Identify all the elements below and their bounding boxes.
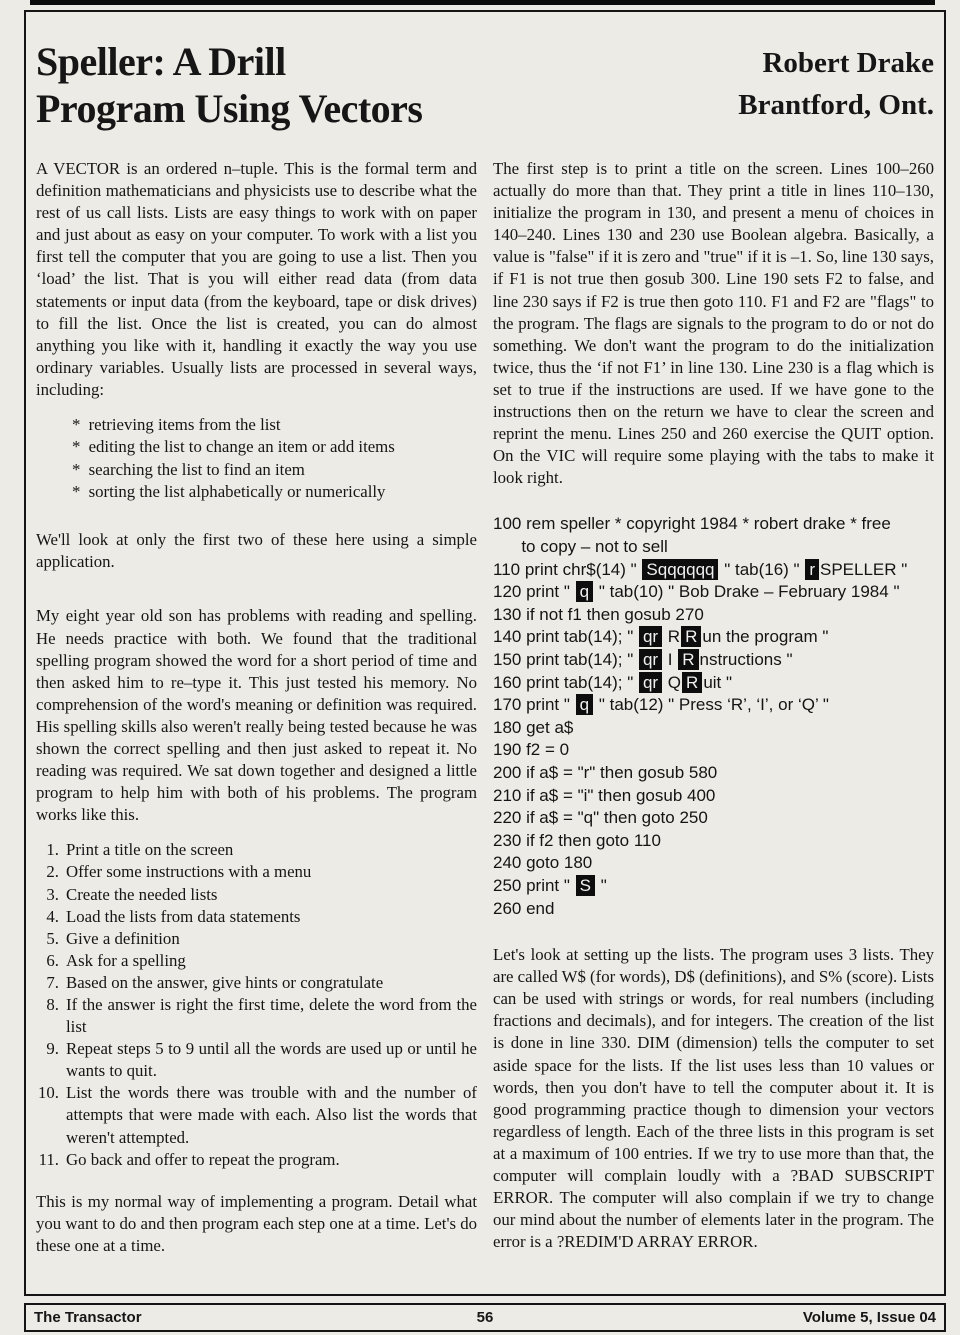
code-line [493,785,934,808]
code-line [493,626,934,649]
paragraph-lists-setup: Let's look at setting up the lists. The program uses 3 lists. They are called W$ (for words), D$ (definitions), and S% (score). Lists can be used with strings or words, for real numbers (including fractions and decimals), and for integers. The creation of the list is done in line 330. DIM (dimension) tells the computer to set aside space for the lists. If the list uses less than 10 values or words, then you don't have to tell the computer about it. It is good programming practice though to dimension your vectors regardless of length. Each of the three lists in this program is set at a maximum of 100 entries. If we try to use more than that, the computer will complain loudly with a ?BAD SUBSCRIPT ERROR. The computer will also complain if we try to change our mind about the number of elements later in the program. The error is a ?REDIM'D ARRAY ERROR. [493,945,934,1252]
code-text: 130 if not f1 then gosub 270 [493,604,704,624]
code-text: R [663,627,681,647]
code-text: un the program " [702,627,829,647]
inverse-video-chars: R [681,626,701,647]
two-column-body [36,158,934,1257]
step-text: Give a definition [66,928,180,948]
paragraph-son-story: My eight year old son has problems with reading and spelling. He needs practice with both. We found that the traditional spelling program showed the word for a short period of time and then asked him to re–type it. This just tested his memory. No comprehension of the word's meaning or definition was required. His spelling skills also weren't really being tested because he was shown the correct spelling and then just asked to repeat it. No reading was required. We sat down together and designed a little program to help him with both of his problems. The program works like this. [36,606,477,825]
author-location: Brantford, Ont. [738,89,934,121]
code-text: 240 goto 180 [493,853,593,873]
step-text: Create the needed lists [66,884,218,904]
code-text: nstructions " [699,649,793,669]
step-text: Offer some instructions with a menu [66,862,312,882]
code-text: 160 print tab(14); " [493,672,638,692]
footer-bar [24,1303,946,1332]
step-number: 4. [46,906,59,926]
code-text: 100 rem speller * copyright 1984 * robert drake * free [493,514,891,534]
left-column [36,158,477,1257]
code-text: 180 get a$ [493,717,574,737]
inverse-video-chars: q [576,694,593,715]
code-text: " [595,875,607,895]
article-header [36,38,934,132]
step-number: 11. [38,1149,59,1169]
step-item [36,839,477,861]
step-item [36,1082,477,1148]
code-text: SPELLER " [819,559,908,579]
step-item [36,972,477,994]
right-column [493,158,934,1257]
code-text: uit " [703,672,733,692]
step-item [36,928,477,950]
code-text: 250 print " [493,875,575,895]
code-text: " tab(12) " Press ‘R’, ‘I’, or ‘Q’ " [594,695,829,715]
footer-page-number: 56 [476,1309,494,1326]
code-line [493,852,934,875]
step-text: Repeat steps 5 to 9 until all the words are used up or until he wants to quit. [66,1039,477,1081]
code-text: " tab(10) " Bob Drake – February 1984 " [594,582,900,602]
step-text: Based on the answer, give hints or congratulate [66,972,384,992]
step-item [36,994,477,1038]
code-line [493,513,934,536]
inverse-video-chars: qr [639,626,662,647]
step-number: 10. [38,1083,59,1103]
code-text: Q [663,672,682,692]
code-line [493,672,934,695]
step-number: 5. [46,928,59,948]
code-text: " tab(16) " [719,559,805,579]
code-text: 120 print " [493,582,575,602]
paragraph-vector-intro: A VECTOR is an ordered n–tuple. This is the formal term and definition mathematicians and physicists use to describe what the rest of us call lists. Lists are easy things to work with on paper and just about as easy on your computer. To work with a list you first tell the computer that you are going to use a list. Then you ‘load’ the list. That is you will either read data (from data statements or input data (from the keyboard, tape or disk drives) to fill the list. Once the list is created, you can do almost anything you like with it, handling it exactly the way you use ordinary variables. Usually lists are processed in several ways, including: [36,159,477,399]
list-item [72,414,477,436]
list-item-text: searching the list to find an item [84,459,305,479]
step-item [36,950,477,972]
step-text: If the answer is right the first time, delete the word from the list [66,995,477,1037]
code-line [493,830,934,853]
inverse-video-chars: r [805,559,819,580]
step-item [36,861,477,883]
inverse-video-chars: qr [639,672,662,693]
step-text: Ask for a spelling [66,950,186,970]
list-item-text: retrieving items from the list [84,415,281,435]
asterisk-bullet-icon: * [72,481,81,501]
article-title [36,38,423,132]
step-number: 1. [46,840,59,860]
step-text: Go back and offer to repeat the program. [66,1149,340,1169]
code-text: 110 print chr$(14) " [493,559,642,579]
code-text: 190 f2 = 0 [493,740,570,760]
step-text: Print a title on the screen [66,840,234,860]
code-text: 150 print tab(14); " [493,649,638,669]
code-text: 230 if f2 then goto 110 [493,830,661,850]
asterisk-bullet-icon: * [72,415,81,435]
code-line [493,717,934,740]
code-text: 210 if a$ = "i" then gosub 400 [493,785,716,805]
code-text: I [663,649,678,669]
code-line [493,807,934,830]
code-text: 140 print tab(14); " [493,627,638,647]
step-text: List the words there was trouble with and the number of attempts that were made with each. Also list the words that weren't attempted. [66,1083,477,1147]
list-item-text: sorting the list alphabetically or numerically [84,481,386,501]
inverse-video-chars: qr [639,649,662,670]
step-item [36,1149,477,1171]
title-line-1: Speller: A Drill [36,39,286,84]
footer-magazine-name: The Transactor [34,1309,142,1326]
inverse-video-chars: S [576,875,595,896]
step-item [36,906,477,928]
code-line [493,559,934,582]
paragraph-scope: We'll look at only the first two of these here using a simple application. [36,530,477,572]
step-item [36,884,477,906]
inverse-video-chars: R [682,672,702,693]
code-line [493,762,934,785]
scan-edge-artifact [30,0,935,5]
step-number: 3. [46,884,59,904]
basic-code-listing [493,513,934,920]
code-line [493,739,934,762]
code-line [493,581,934,604]
code-text: 200 if a$ = "r" then gosub 580 [493,762,718,782]
step-number: 7. [46,972,59,992]
step-text: Load the lists from data statements [66,906,301,926]
code-text: 220 if a$ = "q" then goto 250 [493,808,708,828]
list-item [72,436,477,458]
inverse-video-chars: q [576,581,593,602]
asterisk-bullet-icon: * [72,437,81,457]
footer-issue: Volume 5, Issue 04 [802,1309,937,1326]
feature-list [36,414,477,503]
author-block [738,38,934,126]
list-item-text: editing the list to change an item or add items [84,437,395,457]
inverse-video-chars: R [678,649,698,670]
code-line [493,536,934,559]
code-line [493,649,934,672]
title-line-2: Program Using Vectors [36,86,423,131]
code-line [493,875,934,898]
code-line [493,604,934,627]
article-page-border [24,10,946,1296]
list-item [72,481,477,503]
asterisk-bullet-icon: * [72,459,81,479]
step-item [36,1038,477,1082]
paragraph-first-step: The first step is to print a title on the screen. Lines 100–260 actually do more than that. They print a title in lines 110–130, initialize the program in 130, and present a menu of choices in 140–240. Lines 130 and 230 use Boolean algebra. Basically, a value is "false" if it is zero and "true" if it is –1. So, line 130 says, if F1 is not true then gosub 300. Line 190 sets F2 to false, and line 230 says if F2 is true then goto 110. F1 and F2 are "flags" to the program. The flags are signals to the program to do or not do something. We don't want the program to do the initialization twice, thus the ‘if not F1’ in line 130. Line 230 is a flag which is set to true if the instructions are used. If we have gone to the instructions then on the return we have to clear the screen and reprint the menu. Lines 250 and 260 exercise the QUIT option. On the VIC will require some playing with the tabs to make it look right. [493,159,934,488]
code-text: 170 print " [493,695,575,715]
code-text: to copy – not to sell [493,537,668,556]
list-item [72,459,477,481]
code-line [493,694,934,717]
inverse-video-chars: Sqqqqqq [642,559,718,580]
paragraph-implementing: This is my normal way of implementing a program. Detail what you want to do and then program each step one at a time. Let's do these one at a time. [36,1191,477,1255]
code-text: 260 end [493,898,555,918]
step-number: 6. [46,950,59,970]
step-number: 9. [46,1039,59,1059]
code-line [493,898,934,921]
steps-list [36,839,477,1170]
author-name: Robert Drake [762,47,934,79]
step-number: 2. [46,862,59,882]
step-number: 8. [46,995,59,1014]
